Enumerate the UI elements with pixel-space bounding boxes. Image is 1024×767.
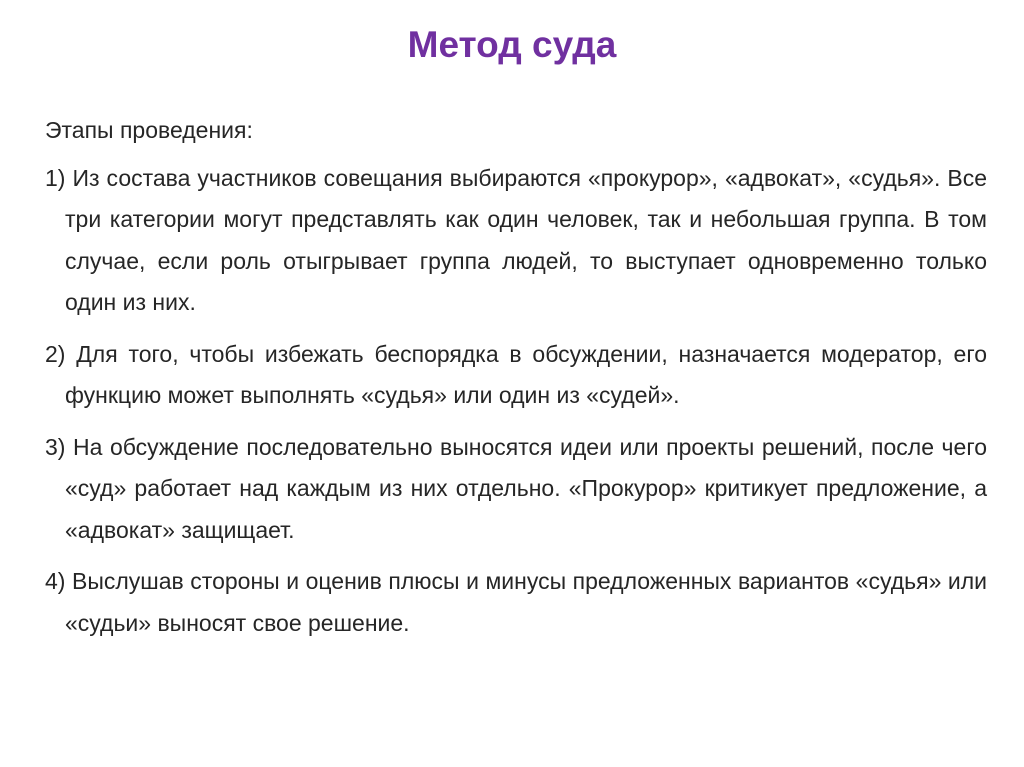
- list-item-4: [45, 561, 987, 644]
- list-item-2: [45, 334, 987, 417]
- intro-text: Этапы проведения:: [45, 117, 253, 143]
- item-text: Для того, чтобы избежать беспорядка в обсуждении, назначается модератор, его функцию может выполнять «судья» или один из «судей».: [65, 340, 987, 408]
- item-number: 2): [45, 340, 66, 367]
- item-text: Из состава участников совещания выбираются «прокурор», «адвокат», «судья». Все три категории могут представлять как один человек, так и небольшая группа. В том случае, если роль отыгрывает группа людей, то выступает одновременно только один из них.: [65, 164, 988, 315]
- item-text: Выслушав стороны и оценив плюсы и минусы предложенных вариантов «судья» или «судьи» выносят свое решение.: [65, 568, 988, 636]
- slide-body: [45, 110, 987, 654]
- list-item-3: [45, 427, 987, 552]
- list-item-1: [45, 158, 987, 324]
- item-number: 4): [45, 568, 66, 594]
- item-text: На обсуждение последовательно выносятся идеи или проекты решений, после чего «суд» работает над каждым из них отдельно. «Прокурор» критикует предложение, а «адвокат» защищает.: [65, 433, 987, 543]
- slide-title: Метод суда: [407, 24, 617, 65]
- item-number: 3): [45, 433, 66, 460]
- item-number: 1): [45, 164, 66, 191]
